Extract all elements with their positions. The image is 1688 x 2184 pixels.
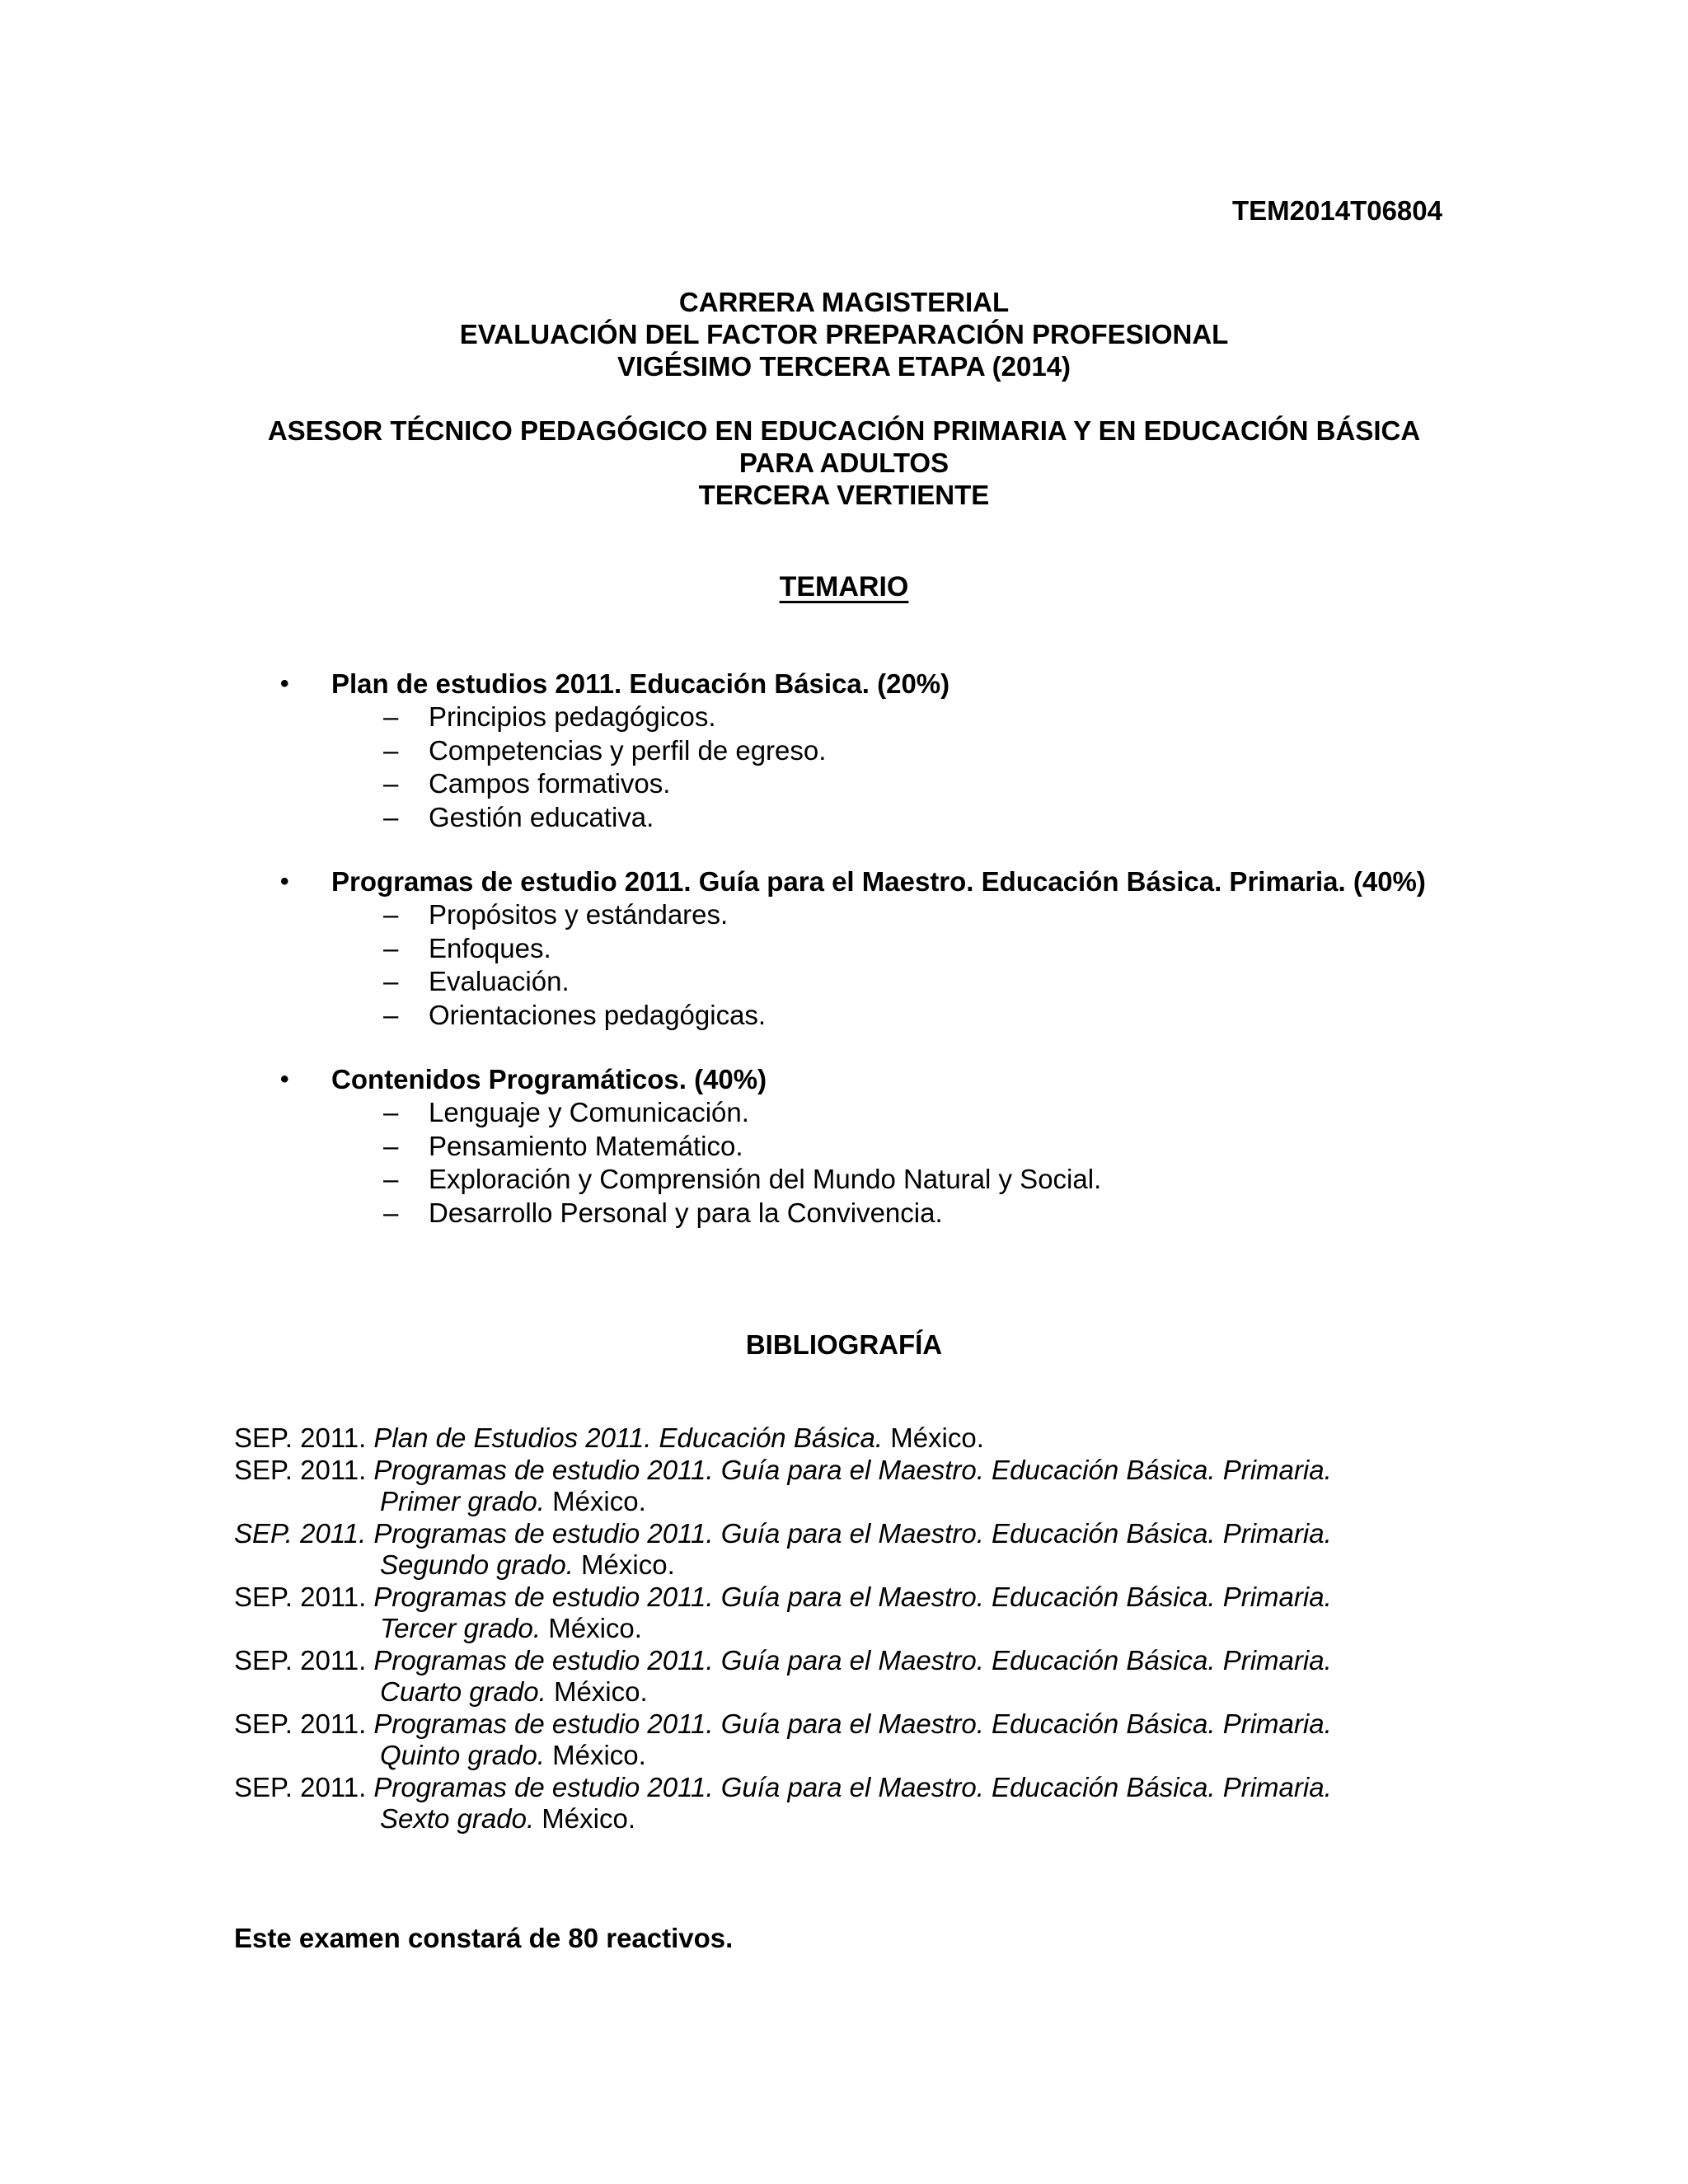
bibliography-entry-line	[234, 1645, 1553, 1677]
bullet-icon: •	[280, 670, 289, 697]
subtopic-item	[280, 898, 1517, 932]
bibliography-entry	[234, 1518, 1553, 1582]
dash-icon: –	[383, 1164, 399, 1194]
ref-title: Programas de estudio 2011. Guía para el Maestro. Educación Básica. Primaria.	[373, 1581, 1332, 1612]
title-line: EVALUACIÓN DEL FACTOR PREPARACIÓN PROFESIONAL	[459, 319, 1229, 349]
ref-title: Programas de estudio 2011. Guía para el Maestro. Educación Básica. Primaria.	[373, 1771, 1332, 1802]
dash-icon: –	[383, 1130, 399, 1161]
ref-suffix: México.	[546, 1676, 648, 1707]
dash-icon: –	[383, 1197, 399, 1228]
subtopic-item	[280, 734, 1517, 768]
ref-title-cont: Cuarto grado.	[380, 1676, 546, 1707]
bullet-icon: •	[280, 1066, 289, 1093]
topic-item	[280, 668, 1517, 834]
ref-suffix: México.	[541, 1613, 642, 1643]
bibliography-entry-line	[234, 1708, 1553, 1741]
subtopic-list	[280, 898, 1517, 1032]
ref-title: Programas de estudio 2011. Guía para el Maestro. Educación Básica. Primaria.	[373, 1454, 1332, 1485]
dash-icon: –	[383, 768, 399, 799]
ref-title-cont: Tercer grado.	[380, 1613, 542, 1643]
bullet-icon: •	[280, 868, 289, 895]
bibliography-entry-line	[234, 1582, 1553, 1614]
subtopic-text: Gestión educativa.	[429, 801, 654, 832]
ref-title: Programas de estudio 2011. Guía para el Maestro. Educación Básica. Primaria.	[373, 1644, 1332, 1675]
subtopic-item	[280, 999, 1517, 1033]
bibliography-entry-line	[234, 1455, 1553, 1487]
subtitle-line: PARA ADULTOS	[738, 448, 950, 478]
subtitle-block	[0, 415, 1688, 511]
ref-prefix: SEP. 2011.	[234, 1517, 374, 1549]
ref-prefix: SEP. 2011.	[234, 1644, 374, 1675]
subtopic-text: Exploración y Comprensión del Mundo Natural y Social.	[429, 1164, 1102, 1194]
dash-icon: –	[383, 932, 399, 963]
title-line: VIGÉSIMO TERCERA ETAPA (2014)	[617, 351, 1071, 382]
ref-title-cont: Segundo grado.	[380, 1549, 574, 1580]
bibliography-entry-line	[234, 1518, 1553, 1550]
bibliography-entry-line	[234, 1486, 1553, 1518]
subtopic-text: Enfoques.	[429, 932, 551, 963]
ref-suffix: México.	[544, 1486, 646, 1516]
ref-prefix: SEP. 2011.	[234, 1581, 374, 1612]
dash-icon: –	[383, 701, 399, 732]
subtopic-text: Evaluación.	[429, 966, 570, 996]
ref-title: Programas de estudio 2011. Guía para el Maestro. Educación Básica. Primaria.	[373, 1708, 1332, 1739]
subtopic-text: Lenguaje y Comunicación.	[429, 1097, 749, 1127]
ref-suffix: México.	[883, 1422, 984, 1453]
subtopic-list	[280, 701, 1517, 834]
ref-suffix: México.	[534, 1803, 635, 1834]
subtopic-text: Campos formativos.	[429, 768, 671, 799]
ref-suffix: México.	[544, 1740, 646, 1770]
dash-icon: –	[383, 966, 399, 996]
subtopic-item	[280, 932, 1517, 966]
dash-icon: –	[383, 1097, 399, 1127]
dash-icon: –	[383, 999, 399, 1030]
ref-prefix: SEP. 2011.	[234, 1771, 374, 1802]
ref-title: Programas de estudio 2011. Guía para el Maestro. Educación Básica. Primaria.	[373, 1517, 1332, 1549]
dash-icon: –	[383, 899, 399, 930]
bibliography-entry-line	[234, 1740, 1553, 1772]
bibliography-entry-line	[234, 1422, 1553, 1455]
topic-item	[280, 1063, 1517, 1230]
bibliography-entry	[234, 1772, 1553, 1835]
ref-suffix: México.	[573, 1549, 675, 1580]
subtopic-list	[280, 1096, 1517, 1230]
topic-heading	[280, 668, 1517, 701]
bibliography-entry	[234, 1455, 1553, 1518]
ref-prefix: SEP. 2011.	[234, 1454, 374, 1485]
bibliography-entry	[234, 1708, 1553, 1772]
bibliography-entry-line	[234, 1676, 1553, 1708]
temario-topics	[280, 668, 1517, 1261]
bibliography-entry	[234, 1582, 1553, 1645]
ref-prefix: SEP. 2011.	[234, 1708, 374, 1739]
topic-title: Programas de estudio 2011. Guía para el Maestro. Educación Básica. Primaria. (40%)	[331, 866, 1426, 897]
subtopic-item	[280, 801, 1517, 835]
subtopic-item	[280, 1096, 1517, 1130]
subtopic-item	[280, 1197, 1517, 1230]
subtopic-text: Pensamiento Matemático.	[429, 1130, 743, 1161]
topic-title: Contenidos Programáticos. (40%)	[331, 1064, 767, 1094]
bibliography-entry-line	[234, 1772, 1553, 1804]
subtitle-line: TERCERA VERTIENTE	[698, 480, 990, 510]
topic-title: Plan de estudios 2011. Educación Básica. (20%)	[331, 668, 950, 699]
dash-icon: –	[383, 734, 399, 766]
topic-heading	[280, 865, 1517, 898]
subtopic-text: Principios pedagógicos.	[429, 701, 716, 732]
ref-title-cont: Sexto grado.	[380, 1803, 535, 1834]
dash-icon: –	[383, 801, 399, 832]
bibliography-entry-line	[234, 1613, 1553, 1645]
subtopic-text: Orientaciones pedagógicas.	[429, 999, 767, 1030]
subtopic-text: Propósitos y estándares.	[429, 899, 729, 930]
subtopic-item	[280, 965, 1517, 999]
temario-heading: TEMARIO	[779, 571, 909, 602]
subtopic-item	[280, 1163, 1517, 1197]
topic-item	[280, 865, 1517, 1032]
ref-title-cont: Quinto grado.	[380, 1740, 545, 1770]
bibliography-list	[234, 1422, 1553, 1835]
bibliografia-heading: BIBLIOGRAFÍA	[745, 1329, 943, 1360]
bibliography-entry	[234, 1422, 1553, 1455]
topic-heading	[280, 1063, 1517, 1096]
bibliography-entry-line	[234, 1549, 1553, 1582]
bibliography-entry-line	[234, 1803, 1553, 1835]
ref-prefix: SEP. 2011.	[234, 1422, 374, 1453]
title-line: CARRERA MAGISTERIAL	[678, 287, 1010, 317]
closing-note: Este examen constará de 80 reactivos.	[234, 1923, 734, 1953]
bibliography-entry	[234, 1645, 1553, 1708]
title-block	[0, 286, 1688, 382]
subtitle-line: ASESOR TÉCNICO PEDAGÓGICO EN EDUCACIÓN PRIMARIA Y EN EDUCACIÓN BÁSICA	[267, 415, 1421, 446]
subtopic-item	[280, 1130, 1517, 1164]
ref-title-cont: Primer grado.	[380, 1486, 545, 1516]
subtopic-text: Competencias y perfil de egreso.	[429, 734, 827, 766]
ref-title: Plan de Estudios 2011. Educación Básica.	[373, 1422, 884, 1453]
subtopic-item	[280, 701, 1517, 734]
subtopic-text: Desarrollo Personal y para la Convivencia.	[429, 1197, 943, 1228]
subtopic-item	[280, 767, 1517, 801]
document-code: TEM2014T06804	[1232, 195, 1442, 226]
